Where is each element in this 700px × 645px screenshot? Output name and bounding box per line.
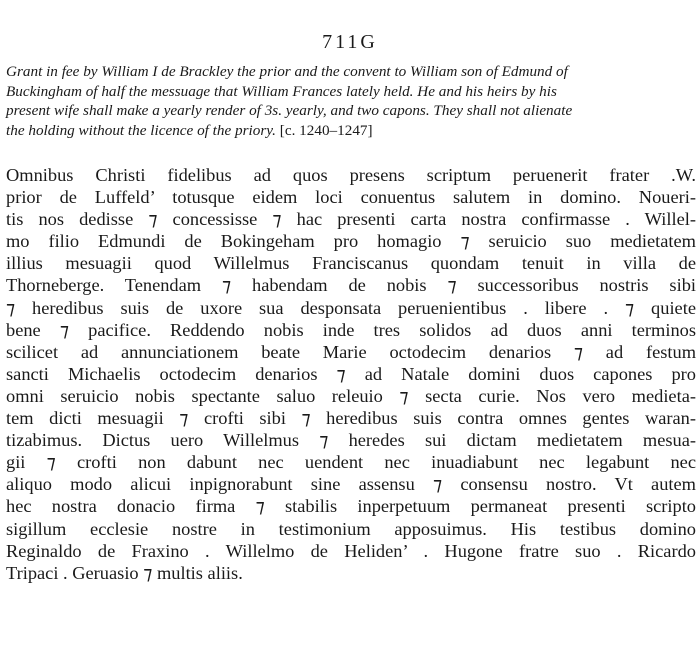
charter-line: ⁊ heredibus suis de uxore sua desponsata peruenientibus . libere . ⁊ quiete [6, 297, 696, 318]
charter-line: sancti Michaelis octodecim denarios ⁊ ad Natale domini duos capones pro [6, 363, 696, 384]
charter-line: tizabimus. Dictus uero Willelmus ⁊ heredes sui dictam medietatem mesua- [6, 430, 696, 451]
charter-line: tem dicti mesuagii ⁊ crofti sibi ⁊ heredibus suis contra omnes gentes waran- [6, 408, 696, 429]
charter-line: omni seruicio nobis spectante saluo releuio ⁊ secta curie. Nos vero medieta- [6, 385, 696, 406]
charter-line: gii ⁊ crofti non dabunt nec uendent nec inuadiabunt nec legabunt nec [6, 452, 696, 473]
charter-line: sigillum ecclesie nostre in testimonium apposuimus. His testibus domino [6, 518, 696, 539]
calendar-summary [6, 62, 696, 140]
charter-line: mo filio Edmundi de Bokingeham pro homagio ⁊ seruicio suo medietatem [6, 231, 696, 252]
charter-line: prior de Luffeld’ totusque eidem loci conuentus salutem in domino. Noueri- [6, 187, 696, 208]
charter-line-last: Tripaci . Geruasio ⁊ multis aliis. [6, 562, 243, 583]
charter-line: tis nos dedisse ⁊ concessisse ⁊ hac presenti carta nostra confirmasse . Willel- [6, 209, 696, 230]
summary-date: [c. 1240–1247] [279, 121, 373, 139]
charter-line: hec nostra donacio firma ⁊ stabilis inperpetuum permaneat presenti scripto [6, 496, 696, 517]
summary-line-text: the holding without the licence of the priory. [6, 121, 276, 139]
charter-line: scilicet ad annunciationem beate Marie octodecim denarios ⁊ ad festum [6, 341, 696, 362]
charter-line: illius mesuagii quod Willelmus Franciscanus quondam tenuit in villa de [6, 253, 696, 274]
summary-line: present wife shall make a yearly render of 3s. yearly, and two capons. They shall not alienate [6, 102, 573, 120]
charter-line: Omnibus Christi fidelibus ad quos presens scriptum peruenerit frater .W. [6, 165, 696, 185]
summary-line [6, 121, 696, 141]
charter-line: bene ⁊ pacifice. Reddendo nobis inde tres solidos ad duos anni terminos [6, 319, 696, 340]
summary-line: Grant in fee by William I de Brackley the prior and the convent to William son of Edmund of [6, 63, 568, 80]
charter-text [6, 164, 696, 584]
summary-line: Buckingham of half the messuage that William Frances lately held. He and his heirs by his [6, 82, 557, 100]
charter-line: Reginaldo de Fraxino . Willelmo de Heliden’ . Hugone fratre suo . Ricardo [6, 540, 696, 561]
charter-line: aliquo modo alicui inpignorabunt sine assensu ⁊ consensu nostro. Vt autem [6, 474, 696, 495]
document-number: 711G [322, 31, 378, 53]
charter-line: Thorneberge. Tenendam ⁊ habendam de nobis ⁊ successoribus nostris sibi [6, 275, 696, 296]
